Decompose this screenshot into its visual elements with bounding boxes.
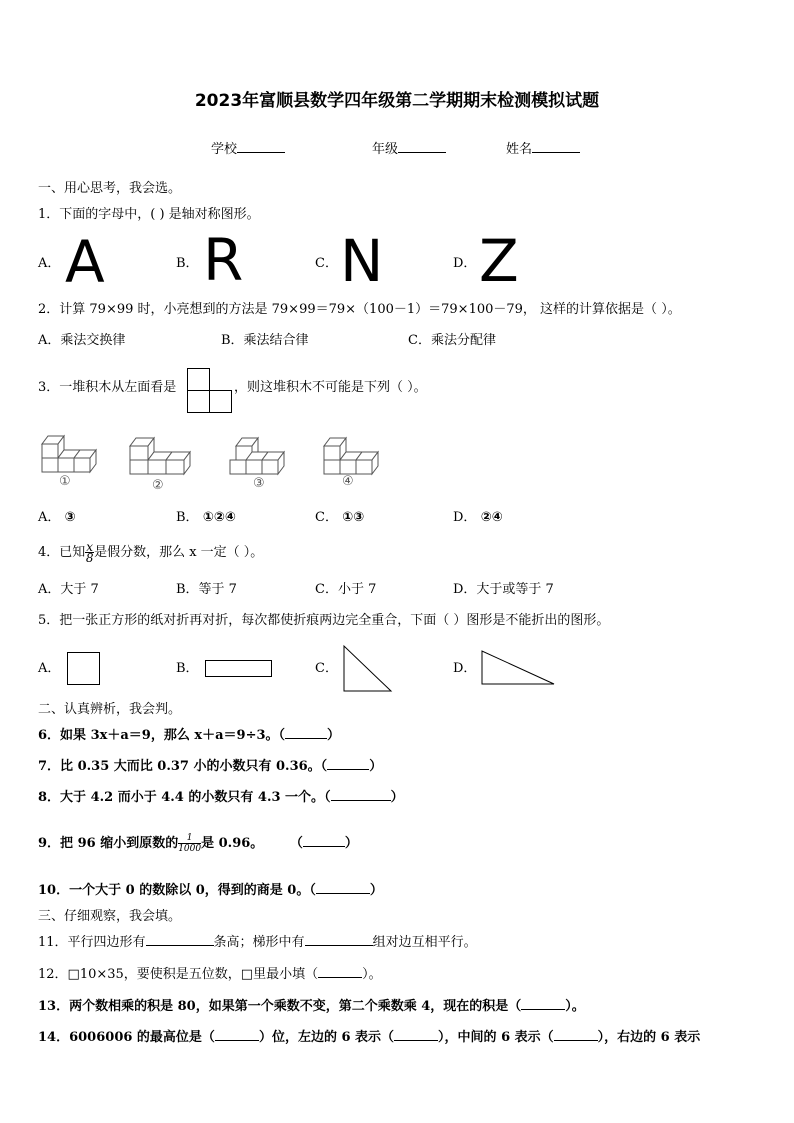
question-6	[38, 728, 340, 744]
q6-paren-open: （	[278, 728, 286, 743]
grade-label: 年级	[372, 142, 399, 157]
right-isosceles-triangle-shape[interactable]	[343, 645, 393, 693]
q5-option-b-label: B．	[176, 661, 199, 676]
q2-option-b[interactable]: B．乘法结合律	[221, 333, 309, 348]
q11-blank-1[interactable]	[146, 945, 214, 946]
q9-suffix: 是 0.96。	[201, 836, 264, 851]
page-title: 2023年富顺县数学四年级第二学期期末检测模拟试题	[194, 91, 600, 111]
grade-blank[interactable]	[398, 152, 446, 153]
question-9	[38, 832, 358, 856]
q8-answer-blank[interactable]	[331, 800, 391, 801]
q5-option-d-label: D．	[453, 661, 477, 676]
q14-part-a: 14．6006006 的最高位是（	[38, 1030, 215, 1045]
question-7	[38, 759, 382, 775]
q7-paren-close: ）	[369, 759, 383, 774]
grade-field[interactable]	[372, 142, 446, 158]
block-figure-4[interactable]	[322, 434, 386, 476]
q11-part-b: 条高；梯形中有	[213, 935, 305, 950]
q8-paren-open: （	[324, 790, 331, 805]
q6-answer-blank[interactable]	[285, 738, 327, 739]
block-figure-3-label: ③	[253, 476, 265, 491]
q3-option-d[interactable]	[453, 510, 503, 526]
section-2-heading: 二、认真辨析，我会判。	[38, 702, 182, 717]
name-field[interactable]	[506, 142, 580, 158]
q1-option-d-label: D．	[453, 256, 477, 271]
q11-part-c: 组对边互相平行。	[372, 935, 477, 950]
question-5: 5．把一张正方形的纸对折再对折，每次都使折痕两边完全重合，下面（ ）图形是不能折出的图形。	[38, 613, 610, 628]
q1-letter-a[interactable]: A	[65, 228, 105, 296]
q2-option-a[interactable]: A．乘法交换律	[38, 333, 126, 348]
q11-part-a: 11．平行四边形有	[38, 935, 146, 950]
q14-part-d: ），右边的 6 表示	[597, 1030, 701, 1045]
left-view-figure	[187, 368, 233, 414]
q4-option-d[interactable]: D．大于或等于 7	[453, 582, 554, 597]
right-triangle-shape[interactable]	[481, 650, 557, 686]
q3-option-d-value: ②④	[480, 510, 503, 525]
q9-fraction-numerator: 1	[178, 833, 201, 844]
q5-option-a-label: A．	[38, 661, 61, 676]
block-figure-3[interactable]	[228, 434, 292, 476]
q2-option-c[interactable]: C．乘法分配律	[408, 333, 496, 348]
block-figure-4-label: ④	[342, 474, 354, 489]
name-label: 姓名	[506, 142, 533, 157]
q13-end: ）。	[565, 999, 585, 1014]
q14-part-c: ），中间的 6 表示（	[438, 1030, 554, 1045]
school-blank[interactable]	[237, 152, 285, 153]
q1-letter-c[interactable]: N	[340, 227, 384, 295]
q10-paren-close: ）	[369, 883, 383, 898]
q9-paren-open: （	[289, 836, 303, 851]
q3-option-b-label: B．	[176, 510, 199, 525]
q4-option-a[interactable]: A．大于 7	[38, 582, 99, 597]
block-figure-2[interactable]	[128, 434, 196, 476]
q6-paren-close: ）	[327, 728, 341, 743]
q3-option-a-label: A．	[38, 510, 61, 525]
q4-fraction	[85, 542, 94, 563]
q7-paren-open: （	[320, 759, 328, 774]
q3-option-c-label: C．	[315, 510, 338, 525]
q7-answer-blank[interactable]	[327, 769, 369, 770]
q4-fraction-denominator: 8	[85, 551, 94, 565]
q10-paren-open: （	[309, 883, 316, 898]
q13-answer-blank[interactable]	[521, 1009, 565, 1010]
question-2: 2．计算 79×99 时，小亮想到的方法是 79×99＝79×（100－1）＝79×100－79， 这样的计算依据是（ ）。	[38, 302, 681, 317]
block-figure-1[interactable]	[40, 432, 100, 474]
q9-prefix: 9．把 96 缩小到原数的	[38, 836, 179, 851]
q1-option-c-label: C．	[315, 256, 338, 271]
q3-option-b-value: ①②④	[202, 510, 236, 525]
q9-fraction	[178, 833, 201, 854]
school-label: 学校	[211, 142, 238, 157]
q4-prefix: 4．已知	[38, 545, 86, 560]
q4-fraction-numerator: x	[86, 540, 94, 554]
q4-option-b[interactable]: B．等于 7	[176, 582, 237, 597]
block-figure-2-label: ②	[152, 478, 164, 493]
q14-blank-1[interactable]	[215, 1040, 259, 1041]
question-13	[38, 999, 585, 1015]
q3-option-c-value: ①③	[342, 510, 365, 525]
q7-text: 7．比 0.35 大而比 0.37 小的小数只有 0.36。	[38, 759, 321, 774]
question-1: 1．下面的字母中，( ) 是轴对称图形。	[38, 207, 260, 222]
q1-option-b-label: B．	[176, 256, 199, 271]
q9-answer-blank[interactable]	[303, 846, 345, 847]
q3-option-b[interactable]	[176, 510, 236, 526]
question-12	[38, 967, 382, 983]
q5-option-c-label: C．	[315, 661, 338, 676]
q1-letter-b[interactable]: R	[203, 226, 244, 294]
q3-option-a-value: ③	[64, 510, 76, 525]
q6-text: 6．如果 3x＋a＝9，那么 x＋a＝9÷3。	[38, 728, 279, 743]
question-4	[38, 541, 263, 565]
square-shape[interactable]	[67, 652, 101, 686]
question-3-prefix: 3．一堆积木从左面看是	[38, 380, 177, 395]
question-8	[38, 790, 404, 806]
q4-option-c[interactable]: C．小于 7	[315, 582, 377, 597]
q1-option-a-label: A．	[38, 256, 61, 271]
q1-letter-d[interactable]: Z	[479, 227, 519, 295]
question-3-suffix: ，则这堆积木不可能是下列（ ）。	[234, 380, 427, 395]
q3-option-a[interactable]	[38, 510, 76, 526]
q3-option-d-label: D．	[453, 510, 477, 525]
q13-text: 13．两个数相乘的积是 80，如果第一个乘数不变，第二个乘数乘 4，现在的积是（	[38, 999, 522, 1014]
q3-option-c[interactable]	[315, 510, 364, 526]
q9-fraction-denominator: 1000	[178, 844, 202, 854]
q8-text: 8．大于 4.2 而小于 4.4 的小数只有 4.3 一个。	[38, 790, 325, 805]
q12-text: 12．□10×35，要使积是五位数，□里最小填（	[38, 967, 319, 982]
q8-paren-close: ）	[390, 790, 404, 805]
school-field[interactable]	[211, 142, 285, 158]
question-10	[38, 883, 383, 899]
rectangle-shape[interactable]	[205, 660, 273, 678]
q14-part-b: ）位，左边的 6 表示（	[258, 1030, 395, 1045]
q12-answer-blank[interactable]	[318, 977, 362, 978]
q10-text: 10．一个大于 0 的数除以 0，得到的商是 0。	[38, 883, 310, 898]
question-11	[38, 935, 477, 951]
question-14	[38, 1030, 700, 1046]
q4-suffix: 是假分数，那么 x 一定（ ）。	[94, 545, 264, 560]
section-3-heading: 三、仔细观察，我会填。	[38, 909, 182, 924]
name-blank[interactable]	[532, 152, 580, 153]
q12-end: ）。	[362, 967, 382, 982]
q9-paren-close: ）	[344, 836, 358, 851]
block-figure-1-label: ①	[59, 474, 71, 489]
q14-blank-3[interactable]	[554, 1040, 598, 1041]
q10-answer-blank[interactable]	[316, 893, 370, 894]
section-1-heading: 一、用心思考，我会选。	[38, 181, 182, 196]
q11-blank-2[interactable]	[305, 945, 373, 946]
q14-blank-2[interactable]	[394, 1040, 438, 1041]
